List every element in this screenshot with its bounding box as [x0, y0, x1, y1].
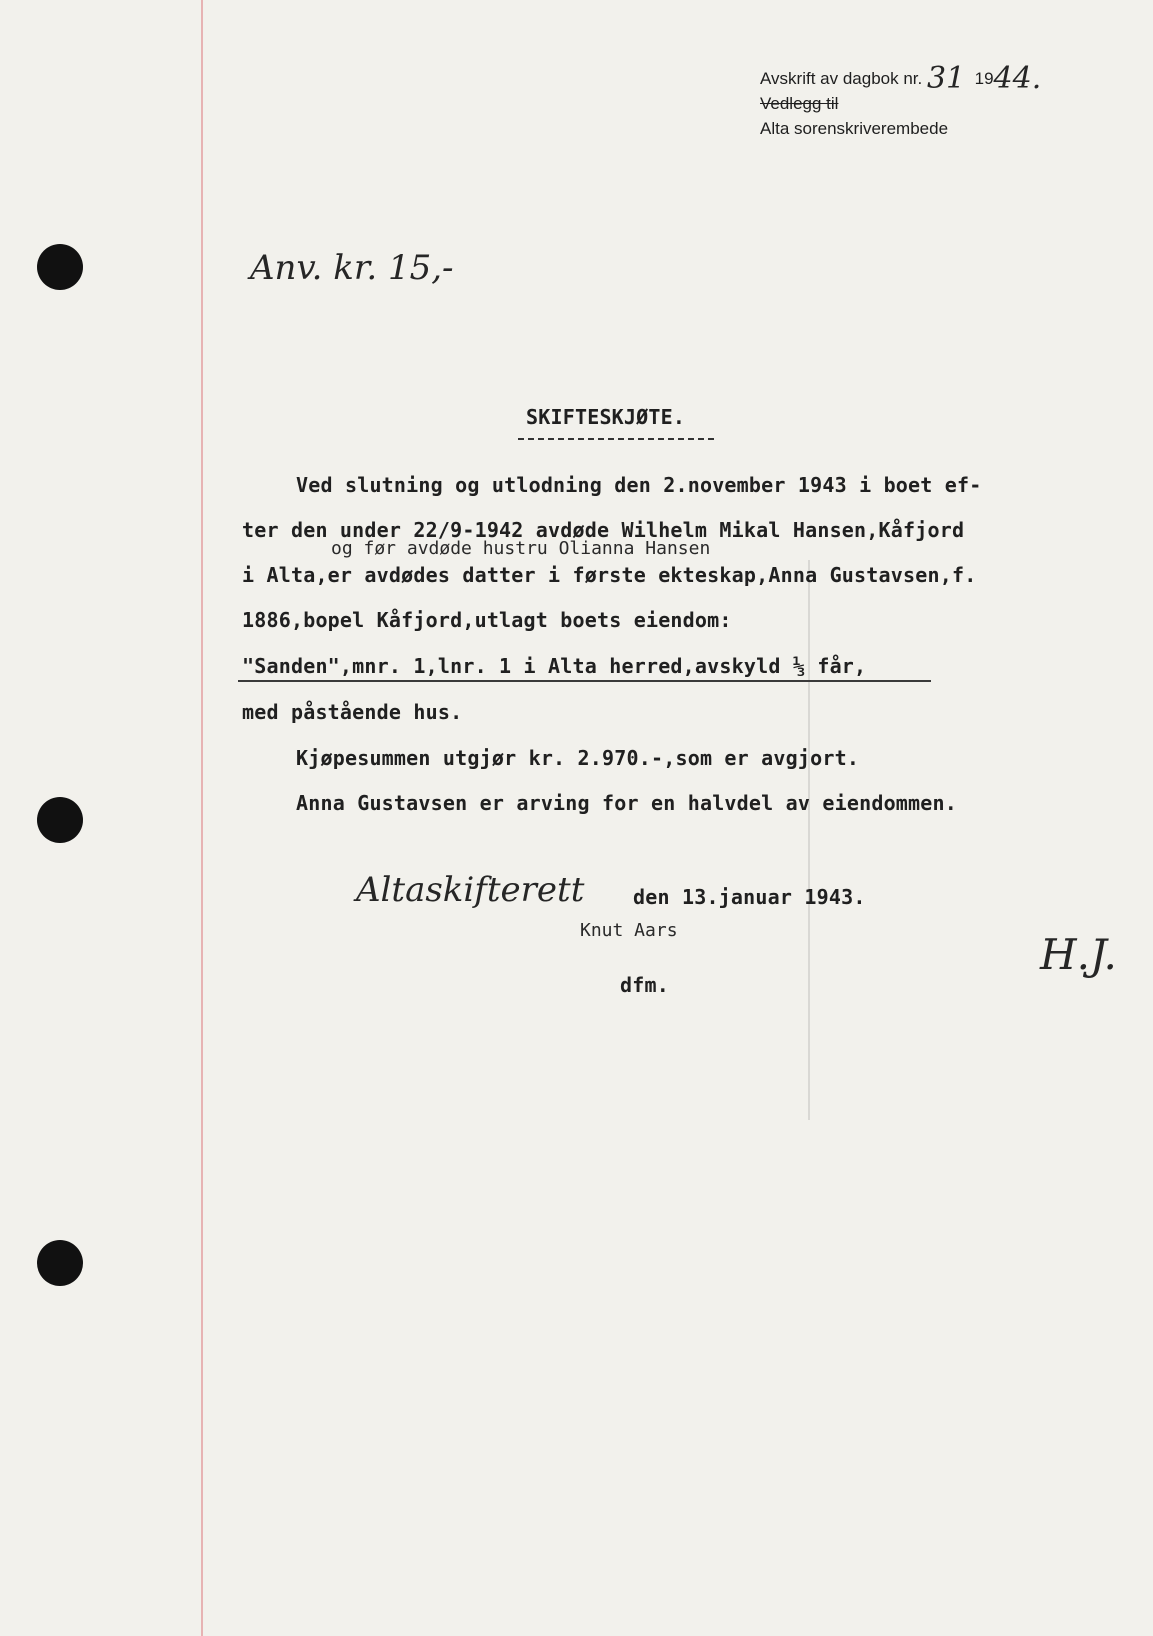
court-signature: Altaskifterett: [356, 870, 585, 910]
property-underline: [238, 680, 931, 682]
body-line-8: Anna Gustavsen er arving for en halvdel av eiendommen.: [296, 791, 958, 815]
body-line-4: 1886,bopel Kåfjord,utlagt boets eiendom:: [242, 608, 732, 632]
punch-hole-bottom: [37, 1240, 83, 1286]
margin-line: [201, 0, 203, 1636]
punch-hole-top: [37, 244, 83, 290]
body-line-7: Kjøpesummen utgjør kr. 2.970.-,som er avgjort.: [296, 746, 860, 770]
stamp-dagbok-number: 31: [926, 61, 966, 96]
paper-crease: [808, 560, 810, 1120]
stamp-year-prefix: 19: [974, 69, 994, 88]
stamp-row-1: [760, 61, 1042, 96]
body-line-3: i Alta,er avdødes datter i første ekteskap,Anna Gustavsen,f.: [242, 563, 977, 587]
initials: H.J.: [1040, 930, 1117, 979]
stamp-row-3: [760, 116, 1041, 141]
insertion-line: og før avdøde hustru Olianna Hansen: [331, 538, 711, 559]
body-line-6: med påstående hus.: [242, 700, 463, 724]
fee-note: Anv. kr. 15,-: [250, 248, 454, 288]
body-line-5: "Sanden",mnr. 1,lnr. 1 i Alta herred,avskyld ⅓ får,: [242, 654, 867, 678]
stamp-vedlegg: Vedlegg til: [760, 94, 839, 113]
stamp-office: Alta sorenskriverembede: [760, 119, 949, 138]
body-line-2: ter den under 22/9-1942 avdøde Wilhelm Mikal Hansen,Kåfjord: [242, 518, 965, 542]
office-stamp: [760, 62, 1041, 141]
judge-name: Knut Aars: [580, 920, 678, 941]
stamp-year-suffix: 44.: [993, 61, 1042, 96]
stamp-avskrift: Avskrift av: [760, 69, 839, 88]
title-underline: [518, 438, 714, 440]
document-title: SKIFTESKJØTE.: [526, 405, 686, 429]
stamp-dagbok-label: dagbok nr.: [842, 69, 923, 88]
signed-by: dfm.: [620, 973, 669, 997]
body-line-1: Ved slutning og utlodning den 2.november 1943 i boet ef-: [296, 473, 982, 497]
punch-hole-middle: [37, 797, 83, 843]
date-line: den 13.januar 1943.: [633, 885, 866, 909]
